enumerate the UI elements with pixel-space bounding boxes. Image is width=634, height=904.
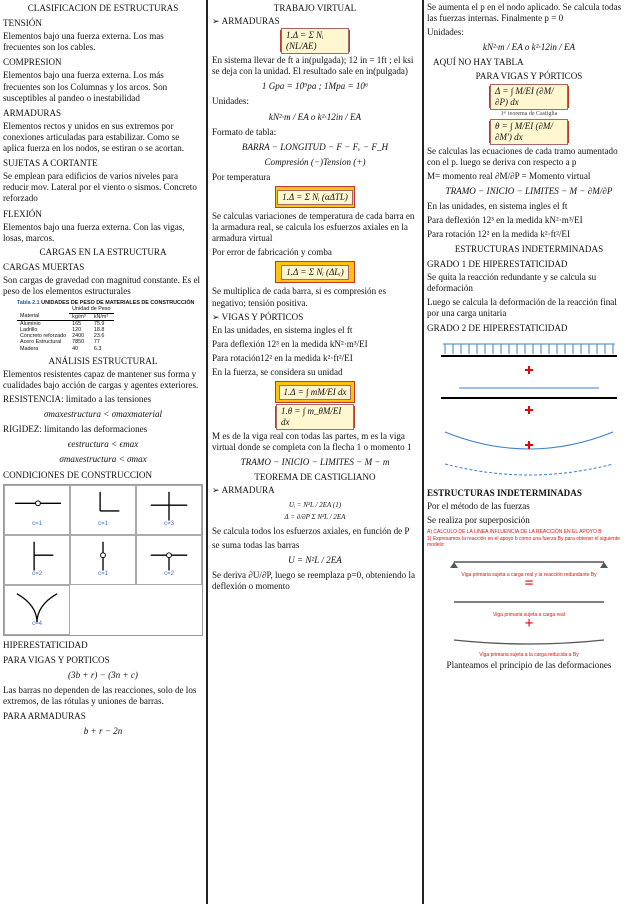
paragraph: M= momento real ∂M/∂P = Momento virtual [427,171,591,182]
equation: σmaxestructura < σmaxmaterial [43,409,163,420]
paragraph: Elementos bajo una fuerza externa. Con las vigas, losas, marcos. [3,221,185,243]
section-title: CARGAS EN LA ESTRUCTURA [39,246,167,257]
annotation: Viga primaria sujeta a carga real y la reacción redundante By [461,571,597,578]
table-cell: Madera [20,345,39,352]
paragraph: Para deflexión 12³ en la medida kN²·m³/EI [427,215,583,226]
table-cell: Concreto reforzado [20,333,67,340]
formula: 1.θ = ∫ m_θM/EI dx [276,404,354,430]
paragraph: Se calculas las ecuaciones de cada tramo aumentado con el p. luego se deriva con respecto a p [427,145,618,167]
table-cell: Acero Estructural [20,339,62,346]
formula: 1.Δ = ∫ mM/EI dx [279,385,352,400]
paragraph: RESISTENCIA: limitado a las tensiones [3,394,152,405]
paragraph: En las unidades, en sistema ingles el ft [212,324,353,335]
condition-label: c=1 [98,521,108,528]
paragraph: En sistema llevar de ft a in(pulgada); 12 in = 1ft ; el ksi se deja con la unidad. El resultado sale en in(pulgada) [212,55,414,77]
heading-armaduras-2: PARA ARMADURAS [3,711,86,722]
caption: 1ᵉʳ teorema de Castiglia [500,110,558,117]
paragraph: Unidades: [212,96,249,107]
table-cell: Aluminio [20,320,41,327]
formula-box [275,406,355,428]
equation: Δ = ∂/∂P Σ N²L / 2EA [284,513,346,522]
table-cell: 18.8 [93,326,105,333]
paragraph: Elementos bajo una fuerza externa. Los más frecuentes son los Columnas y los arcos. Son susceptibles al pandeo o inestabilidad [3,70,168,103]
equation: Compresión (−)Tension (+) [264,156,366,167]
paragraph: Elementos resistentes capaz de mantener sus forma y cualidades bajo acción de cargas y agentes exteriores. [3,368,199,390]
plus-sign: + [524,614,534,632]
equation: BARRA − LONGITUD − F − Fᵥ − F_H [241,141,389,152]
table-row [17,320,114,327]
condition-cell [136,535,202,585]
condition-label: c=1 [98,571,108,578]
table-cell: 2400 [72,333,85,340]
paragraph: Se aumenta el p en el nodo aplicado. Se calcula todas las fuerzas internas. Finalmente p = 0 [427,2,622,24]
condition-label: c=1 [32,521,42,528]
paragraph: Para rotación 12² en la medida k²·ft²/EI [427,229,571,240]
table-cell: 75.9 [93,320,105,327]
equals-sign: = [524,574,534,592]
equation: kN²·m / EA o k²·12in / EA [482,42,576,53]
beam-diagram [444,632,614,650]
formula-box [275,186,355,208]
annotation: Viga primaria sujeta a carga real [493,611,565,618]
condition-label: c=2 [32,571,42,578]
paragraph: Elementos bajo una fuerza externa. Los mas frecuentes son los cables. [3,31,164,53]
paragraph: En la fuerza, se considera su unidad [212,366,343,377]
paragraph: Se quita la reacción redundante y se calcula su deformación [427,271,597,293]
condition-cell [4,485,70,535]
equation: 1 Gpa = 10⁹pa ; 1Mpa = 10⁶ [261,81,369,92]
table-unit-header: Unidad de Peso [69,306,113,313]
annotation: Viga primaria sujeta a la carga reducida a By [479,651,579,658]
paragraph: se suma todas las barras [212,539,300,550]
paragraph: Se realiza por superposición [427,515,530,526]
condition-cell [70,535,136,585]
paragraph: Por temperatura [212,171,271,182]
formula-box [275,261,355,283]
table-cell: Ladrillo [20,326,38,333]
table-cell: 77 [93,339,100,346]
beam-diagram [444,592,614,610]
column-1 [0,0,206,904]
formula-box [275,381,355,403]
equation: TRAMO − INICIO − LIMITES − M − ∂M/∂P [445,186,613,197]
equation: ϵestructura < ϵmax [67,439,139,450]
section-title: ANÁLISIS ESTRUCTURAL [48,355,158,366]
table-cell: 7850 [72,339,85,346]
equation: (3b + r) − (3n + c) [68,669,138,680]
condition-label: c=2 [164,571,174,578]
heading-condiciones: CONDICIONES DE CONSTRUCCION [3,469,153,480]
condition-cell [4,585,70,635]
formula: Δ = ∫ M/EI (∂M/∂P) dx [490,84,568,110]
table-cell: 6.3 [93,345,102,352]
condition-cell [70,485,136,535]
heading-indeterminadas: ESTRUCTURAS INDETERMINADAS [427,488,582,499]
paragraph: Por error de fabricación y comba [212,247,332,258]
paragraph: Se calculas variaciones de temperatura de cada barra en la armadura real, se calcula los esfuerzos axiales en la armadura virtual [212,211,415,244]
heading-sujetas: SUJETAS A CORTANTE [3,158,98,169]
table-number: Tabla 2.1 [17,300,40,307]
paragraph: Para deflexión 12³ en la medida kN²·m³/EI [212,338,368,349]
column-3 [424,0,634,904]
table-header: kg/m³ [72,313,86,320]
section-title: TEOREMA DE CASTIGLIANO [254,472,376,483]
heading-grado-1: GRADO 1 DE HIPERESTATICIDAD [427,258,568,269]
heading-compresion: COMPRESION [3,57,62,68]
condition-cell [136,485,202,535]
formula: 1.Δ = Σ Nᵢ (NL/AE) [281,28,349,54]
paragraph: Formato de tabla: [212,126,277,137]
paragraph: En las unidades, en sistema ingles el ft [427,201,568,212]
equation: Uᵢ = N²L / 2EA (1) [288,500,342,509]
table-cell: 23.6 [93,333,105,340]
equation: TRAMO − INICIO − LIMITES − M − m [240,457,390,468]
paragraph: Elementos rectos y unidos en sus extremos por conexiones articuladas para estabilizar. Como se aplica fuerza en los nodos, se estiran o se acortan. [3,120,185,154]
heading-tension: TENSIÓN [3,18,42,29]
equation: σmaxestructura < σmax [59,454,147,465]
paragraph: Planteamos el principio de las deformaciones [446,660,612,671]
formula-box [489,86,569,108]
table-cell: 40 [72,345,79,352]
section-title: ESTRUCTURAS INDETERMINADAS [454,243,604,254]
paragraph: Se multiplica de cada barra, si es compresión es negativo; tensión positiva. [212,286,386,308]
annotation: A) CALCULO DE LA LINEA INFLUENCIA DE LA REACCIÓN EN EL APOYO B [427,529,602,536]
heading-armaduras: ARMADURAS [3,107,62,118]
section-title: TRABAJO VIRTUAL [273,3,357,13]
equation: kN²·m / EA o k²·12in / EA [268,111,362,122]
paragraph: Por el método de las fuerzas [427,501,530,512]
formula: 1.Δ = Σ Nᵢ (ΔLᵢ) [281,265,348,280]
equation: U = N²L / 2EA [288,554,342,565]
condition-cell [4,535,70,585]
condition-label: c=4 [32,621,42,628]
paragraph: Para rotación12² en la medida k²·ft²/EI [212,352,353,363]
table-row [17,346,114,352]
bullet-vigas: ➢ VIGAS Y PÓRTICOS [212,312,418,323]
conditions-grid [3,484,203,636]
annotation: 1) Expresamos la reacción en el apoyo b como una fuerza By para obtener el siguiente modelo: [427,535,620,548]
table-header: Material [20,313,40,320]
formula-box [280,30,350,52]
formula: 1.Δ = Σ Nᵢ (αΔTL) [277,190,353,205]
table-cell: 165 [72,320,82,327]
section-title: PARA VIGAS Y PÓRTICOS [475,71,583,82]
condition-label: c=3 [164,521,174,528]
table-cell: 120 [72,326,82,333]
heading-flexion: FLEXIÓN [3,208,42,219]
column-2 [208,0,422,904]
bullet-armadura: ➢ ARMADURA [212,485,418,496]
paragraph: Unidades: [427,27,464,38]
bullet-armaduras: ➢ ARMADURAS [212,16,418,27]
heading-grado-2: GRADO 2 DE HIPERESTATICIDAD [427,323,568,334]
paragraph: Se deriva ∂U/∂P, luego se reemplaza p=0, obteniendo la deflexión o momento [212,569,416,591]
section-title: CLASIFICACION DE ESTRUCTURAS [27,3,179,13]
heading-cargas-muertas: CARGAS MUERTAS [3,261,85,272]
paragraph: Luego se calcula la deformación de la reacción final por una carga unitaria [427,296,617,318]
formula: θ = ∫ M/EI (∂M/∂M') dx [490,119,568,145]
heading-no-tabla: AQUÍ NO HAY TABLA [433,57,524,68]
formula-box [489,121,569,143]
superposition-diagram [429,336,629,486]
beam-diagram [444,550,614,570]
paragraph: M es de la viga real con todas las partes, m es la viga virtual donde se completa con la flecha 1 o momento 1 [212,431,412,453]
paragraph: Se calcula todos los esfuerzos axiales, en función de P [212,525,410,536]
paragraph: Son cargas de gravedad con magnitud constante. Es el peso de los elementos estructurales [3,274,201,297]
heading-hiper: HIPERESTATICIDAD [3,639,88,650]
paragraph: RIGIDEZ: limitando las deformaciones [3,424,148,435]
table-caption: UNIDADES DE PESO DE MATERIALES DE CONSTRUCCIÓN [41,300,195,307]
weights-table [17,300,203,352]
table-header: kN/m³ [93,313,109,320]
paragraph: Se emplean para edificios de varios niveles para reducir mov. Lateral por el viento o sismos. Concreto reforzado [3,171,197,204]
paragraph: Las barras no dependen de las reacciones, solo de los extremos, de las rótulas y uniones de barras. [3,684,197,706]
equation: b + r − 2n [83,726,123,737]
heading-vigas: PARA VIGAS Y PORTICOS [3,654,110,665]
